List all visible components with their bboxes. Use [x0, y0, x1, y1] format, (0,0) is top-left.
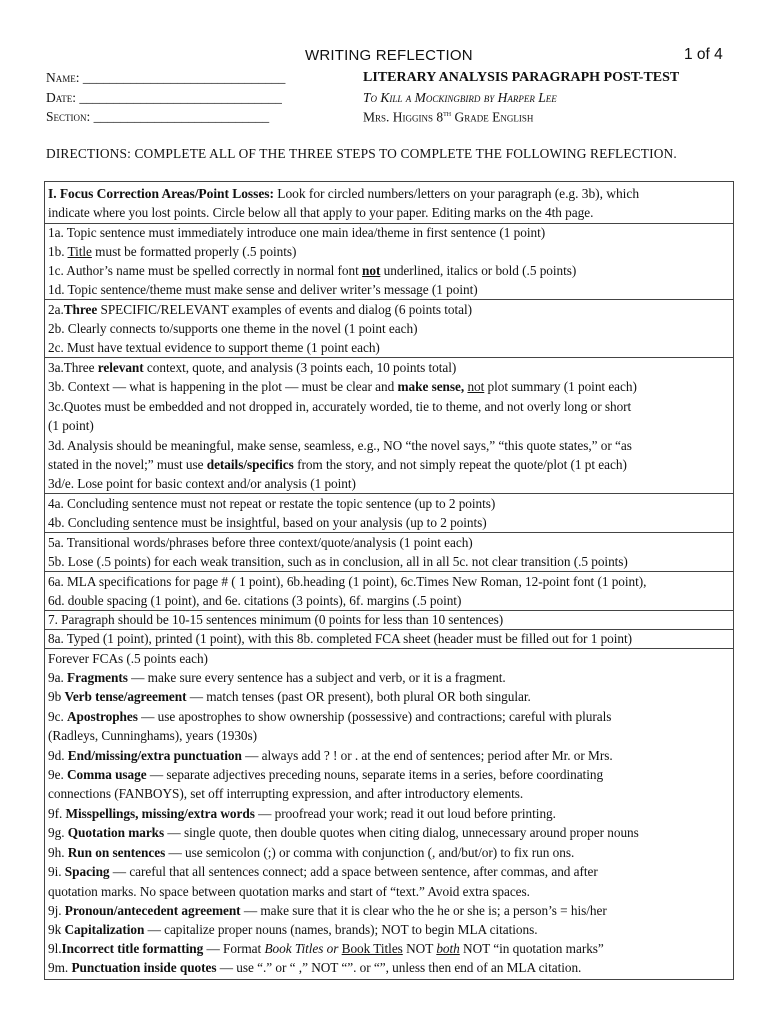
item-9d-pre: 9d.	[48, 748, 68, 763]
item-9h-term: Run on sentences	[67, 845, 166, 860]
item-9c-line-2: (Radleys, Cunninghams), years (1930s)	[48, 728, 258, 743]
item-9j-post: — make sure that it is clear who the he or she is; a person’s = his/her	[240, 903, 607, 918]
item-9f-pre: 9f.	[48, 806, 66, 821]
item-9i-term: Spacing	[64, 864, 110, 879]
item-9i	[48, 864, 598, 880]
item-6d: 6d. double spacing (1 point), and 6e. citations (3 points), 6f. margins (.5 point)	[48, 593, 462, 608]
item-9i-line-2: quotation marks. No space between quotation marks and start of “text.” Avoid extra spaces.	[48, 884, 530, 899]
item-9l-italic: Book Titles or	[264, 941, 339, 956]
item-9b-term: Verb tense/agreement	[64, 689, 187, 704]
row-divider	[45, 629, 733, 630]
item-2b: 2b. Clearly connects to/supports one theme in the novel (1 point each)	[48, 321, 418, 336]
assignment-title: LITERARY ANALYSIS PARAGRAPH POST-TEST	[363, 70, 680, 85]
item-2a-three: Three	[63, 302, 98, 317]
date-blank: ______________________________	[79, 90, 282, 105]
item-9c-post: — use apostrophes to show ownership (possessive) and contractions; careful with plurals	[137, 709, 612, 724]
item-3b-post: plot summary (1 point each)	[484, 379, 637, 394]
focus-heading: I. Focus Correction Areas/Point Losses:	[48, 186, 274, 201]
item-3d-details: details/specifics	[206, 457, 294, 472]
item-9l	[48, 941, 604, 957]
item-9m-post: — use “.” or “ ,” NOT “”. or “”, unless then end of an MLA citation.	[216, 960, 582, 975]
name-blank: ______________________________	[82, 70, 286, 85]
item-3a-relevant: relevant	[97, 360, 144, 375]
item-1c-post: underlined, italics or bold (.5 points)	[380, 263, 577, 278]
item-1b-title: Title	[67, 244, 92, 259]
item-9a-term: Fragments	[67, 670, 128, 685]
teacher-line	[363, 109, 533, 126]
item-2a	[48, 302, 472, 318]
row-divider	[45, 357, 733, 358]
row-divider	[45, 532, 733, 533]
item-9l-both: both	[436, 941, 460, 956]
section-line	[46, 109, 269, 125]
item-9h-post: — use semicolon (;) or comma with conjunction (, and/but/or) to fix run ons.	[165, 845, 575, 860]
item-9m-term: Punctuation inside quotes	[71, 960, 217, 975]
item-1c-not: not	[362, 263, 381, 278]
item-9f-post: — proofread your work; read it out loud before printing.	[254, 806, 556, 821]
teacher-pre: Mrs. Higgins 8	[363, 109, 444, 125]
item-9e-term: Comma usage	[67, 767, 147, 782]
item-2c: 2c. Must have textual evidence to support theme (1 point each)	[48, 340, 380, 355]
name-label: Name:	[46, 70, 80, 85]
row-divider	[45, 299, 733, 300]
item-9l-post: NOT “in quotation marks”	[459, 941, 604, 956]
item-3b-not: not	[467, 379, 485, 394]
page-number: 1 of 4	[684, 46, 723, 63]
item-9j-pre: 9j.	[48, 903, 65, 918]
item-3de: 3d/e. Lose point for basic context and/or analysis (1 point)	[48, 476, 356, 491]
item-3c-line-1: 3c.Quotes must be embedded and not dropped in, accurately worded, tie to theme, and not overly long or short	[48, 399, 632, 414]
item-5b: 5b. Lose (.5 points) for each weak transition, such as in conclusion, all in all 5c. not clear transition (.5 points)	[48, 554, 628, 569]
item-9e	[48, 767, 603, 783]
item-9h	[48, 845, 574, 861]
item-3b-pre: 3b. Context — what is happening in the plot — must be clear and	[48, 379, 398, 394]
item-9j	[48, 903, 607, 919]
item-9e-post: — separate adjectives preceding nouns, separate items in a series, before coordinating	[146, 767, 604, 782]
section-blank: __________________________	[93, 109, 270, 124]
item-9k	[48, 922, 538, 938]
focus-intro-2: indicate where you lost points. Circle below all that apply to your paper. Editing marks on the 4th page.	[48, 205, 594, 220]
item-1c	[48, 263, 576, 279]
item-9l-a: — Format	[203, 941, 265, 956]
item-9l-not: NOT	[402, 941, 437, 956]
book-line: To Kill a Mockingbird by Harper Lee	[363, 90, 557, 105]
item-9c-term: Apostrophes	[67, 709, 138, 724]
item-3c-line-2: (1 point)	[48, 418, 94, 433]
item-9a	[48, 670, 506, 686]
item-9a-pre: 9a.	[48, 670, 67, 685]
row-divider	[45, 571, 733, 572]
row-divider	[45, 223, 733, 224]
item-9d	[48, 748, 613, 764]
item-9g-term: Quotation marks	[67, 825, 165, 840]
item-3a	[48, 360, 456, 376]
item-3b-make-sense: make sense,	[397, 379, 465, 394]
item-9m	[48, 960, 581, 976]
focus-correction-table	[44, 181, 734, 980]
item-3d-line-2	[48, 457, 627, 473]
item-3d-line-1: 3d. Analysis should be meaningful, make sense, seamless, e.g., NO “the novel says,” “this quote states,” or “as	[48, 438, 632, 453]
teacher-sup: th	[443, 109, 452, 118]
item-9g-post: — single quote, then double quotes when citing dialog, unnecessary around proper nouns	[164, 825, 639, 840]
item-9k-pre: 9k	[48, 922, 65, 937]
item-2a-pre: 2a.	[48, 302, 64, 317]
section-label: Section:	[46, 109, 91, 124]
item-9f	[48, 806, 556, 822]
item-9h-pre: 9h.	[48, 845, 68, 860]
row-divider	[45, 493, 733, 494]
item-9e-line-2: connections (FANBOYS), set off interrupting expression, and after introductory elements.	[48, 786, 524, 801]
item-6a: 6a. MLA specifications for page # ( 1 point), 6b.heading (1 point), 6c.Times New Roman, 12-point font (1 point),	[48, 574, 647, 589]
focus-intro-1: Look for circled numbers/letters on your paragraph (e.g. 3b), which	[273, 186, 640, 201]
item-9f-term: Misspellings, missing/extra words	[65, 806, 255, 821]
item-3b	[48, 379, 637, 395]
name-line	[46, 70, 285, 86]
focus-heading-line	[48, 186, 639, 202]
item-7: 7. Paragraph should be 10-15 sentences minimum (0 points for less than 10 sentences)	[48, 612, 504, 627]
item-9a-post: — make sure every sentence has a subject and verb, or it is a fragment.	[127, 670, 506, 685]
item-9c-pre: 9c.	[48, 709, 67, 724]
item-3d-pre: stated in the novel;” must use	[48, 457, 207, 472]
directions-label: DIRECTIONS	[46, 146, 128, 161]
item-9i-post: — careful that all sentences connect; add a space between sentence, after commas, and after	[109, 864, 598, 879]
page-title: WRITING REFLECTION	[305, 47, 473, 64]
item-9b-pre: 9b	[48, 689, 65, 704]
item-9i-pre: 9i.	[48, 864, 65, 879]
row-divider	[45, 648, 733, 649]
item-9c	[48, 709, 611, 725]
item-9l-underline: Book Titles	[341, 941, 403, 956]
item-5a: 5a. Transitional words/phrases before three context/quote/analysis (1 point each)	[48, 535, 473, 550]
item-9g-pre: 9g.	[48, 825, 68, 840]
item-9b-post: — match tenses (past OR present), both plural OR both singular.	[186, 689, 531, 704]
item-1b	[48, 244, 296, 260]
item-3d-post: from the story, and not simply repeat the quote/plot (1 pt each)	[293, 457, 627, 472]
directions	[46, 146, 677, 162]
teacher-post: Grade English	[451, 109, 534, 125]
date-label: Date:	[46, 90, 76, 105]
item-9b	[48, 689, 531, 705]
item-9k-post: — capitalize proper nouns (names, brands); NOT to begin MLA citations.	[144, 922, 538, 937]
item-9l-term: Incorrect title formatting	[61, 941, 204, 956]
item-9d-term: End/missing/extra punctuation	[67, 748, 242, 763]
item-3a-post: context, quote, and analysis (3 points each, 10 points total)	[143, 360, 457, 375]
forever-heading: Forever FCAs (.5 points each)	[48, 651, 208, 666]
item-1a: 1a. Topic sentence must immediately introduce one main idea/theme in first sentence (1 point)	[48, 225, 546, 240]
item-1d: 1d. Topic sentence/theme must make sense and deliver writer’s message (1 point)	[48, 282, 478, 297]
item-1c-pre: 1c. Author’s name must be spelled correctly in normal font	[48, 263, 363, 278]
item-2a-post: SPECIFIC/RELEVANT examples of events and dialog (6 points total)	[97, 302, 473, 317]
item-9j-term: Pronoun/antecedent agreement	[64, 903, 241, 918]
item-4a: 4a. Concluding sentence must not repeat or restate the topic sentence (up to 2 points)	[48, 496, 496, 511]
item-9l-pre: 9l.	[48, 941, 62, 956]
directions-text: : COMPLETE ALL OF THE THREE STEPS TO COMPLETE THE FOLLOWING REFLECTION.	[127, 146, 677, 161]
row-divider	[45, 610, 733, 611]
item-9k-term: Capitalization	[64, 922, 145, 937]
item-8: 8a. Typed (1 point), printed (1 point), with this 8b. completed FCA sheet (header must be filled out for 1 point)	[48, 631, 633, 646]
item-9e-pre: 9e.	[48, 767, 67, 782]
item-9d-post: — always add ? ! or . at the end of sentences; period after Mr. or Mrs.	[241, 748, 613, 763]
item-1b-post: must be formatted properly (.5 points)	[91, 244, 297, 259]
item-1b-pre: 1b.	[48, 244, 68, 259]
date-line	[46, 90, 282, 106]
item-3a-pre: 3a.Three	[48, 360, 98, 375]
item-9m-pre: 9m.	[48, 960, 72, 975]
item-4b: 4b. Concluding sentence must be insightful, based on your analysis (up to 2 points)	[48, 515, 487, 530]
item-9g	[48, 825, 639, 841]
